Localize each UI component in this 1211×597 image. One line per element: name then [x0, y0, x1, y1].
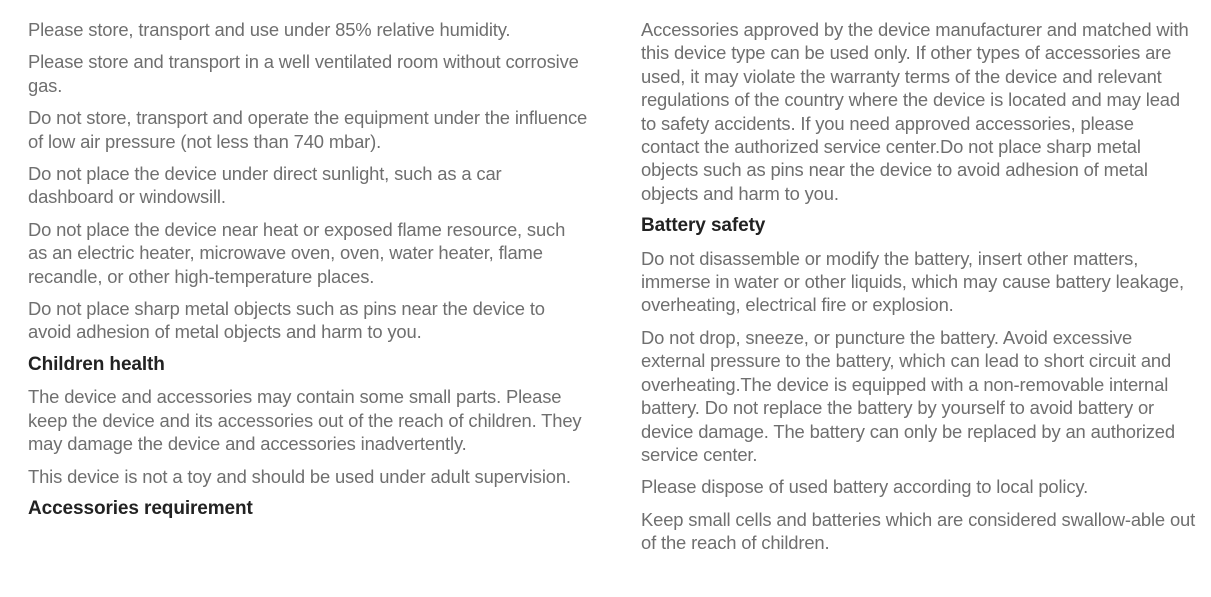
small-parts-paragraph: The device and accessories may contain some small parts. Please keep the device and its accessories out of the reach of children. They may damage the device and accessories inadvertently. [28, 386, 582, 455]
air-pressure-paragraph: Do not store, transport and operate the equipment under the influence of low air pressure (not less than 740 mbar). [28, 107, 588, 152]
battery-dispose-paragraph: Please dispose of used battery according to local policy. [641, 476, 1089, 498]
sharp-objects-paragraph: Do not place sharp metal objects such as pins near the device to avoid adhesion of metal objects and harm to you. [28, 298, 545, 343]
heat-flame-paragraph: Do not place the device near heat or exposed flame resource, such as an electric heater, microwave oven, oven, water heater, flame recandle, or other high-temperature places. [28, 218, 566, 287]
battery-safety-heading: Battery safety [641, 215, 766, 237]
battery-drop-paragraph: Do not drop, sneeze, or puncture the battery. Avoid excessive external pressure to the battery, which can lead to short circuit and overheating.The device is equipped with a non-removable internal battery. Do not replace the battery by yourself to avoid battery or device damage. The battery can only be replaced by an authorized service center. [641, 326, 1175, 465]
sunlight-paragraph: Do not place the device under direct sunlight, such as a car dashboard or windowsill. [28, 163, 502, 208]
left-column [28, 18, 588, 529]
right-column [641, 18, 1196, 564]
battery-disassemble-paragraph: Do not disassemble or modify the battery, insert other matters, immerse in water or other liquids, which may cause battery leakage, overheating, electrical fire or explosion. [641, 247, 1184, 316]
not-a-toy-paragraph: This device is not a toy and should be used under adult supervision. [28, 465, 571, 487]
humidity-paragraph: Please store, transport and use under 85% relative humidity. [28, 19, 511, 40]
ventilation-paragraph: Please store and transport in a well ventilated room without corrosive gas. [28, 51, 579, 96]
approved-accessories-paragraph: Accessories approved by the device manufacturer and matched with this device type can be used only. If other types of accessories are used, it may violate the warranty terms of the device and relevant regulations of the country where the device is located and may lead to safety accidents. If you need approved accessories, please contact the authorized service center.Do not place sharp metal objects such as pins near the device to avoid adhesion of metal objects and harm to you. [641, 19, 1189, 204]
children-health-heading: Children health [28, 353, 165, 375]
accessories-requirement-heading: Accessories requirement [28, 497, 253, 519]
small-cells-paragraph: Keep small cells and batteries which are considered swallow-able out of the reach of children. [641, 508, 1196, 554]
